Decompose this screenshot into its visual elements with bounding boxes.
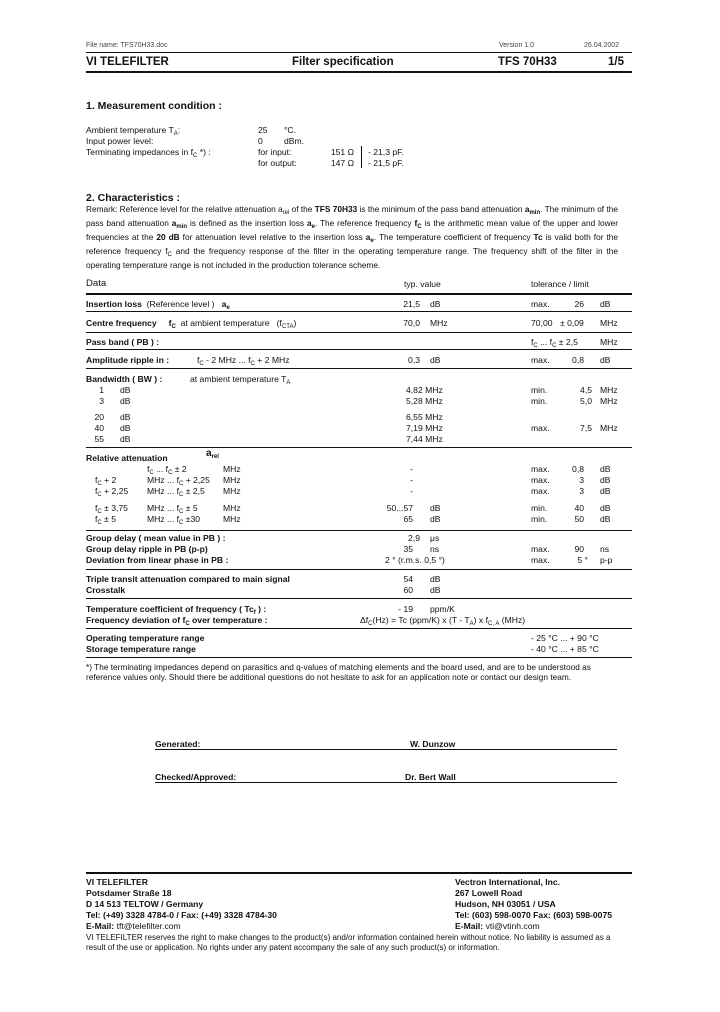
temp-coefficient-unit: ppm/K	[430, 604, 455, 614]
relative-attenuation-upper: MHz ... $f_C \pm 5$	[147, 503, 198, 515]
bandwidth-label: Bandwidth ( BW ) :	[86, 374, 163, 384]
insertion-loss-tol-type: max.	[531, 299, 550, 309]
ambient-label: Ambient temperature $T_A$:	[86, 125, 181, 137]
power-value: 0	[258, 136, 263, 146]
bandwidth-level: 40	[94, 423, 104, 433]
relative-attenuation-tol-unit: dB	[600, 475, 611, 485]
relative-attenuation-lower: $f_C + 2,25$	[95, 486, 129, 498]
operating-temp-value: - 25 °C ... + 90 °C	[531, 633, 599, 643]
bandwidth-tol-unit: MHz	[600, 385, 618, 395]
group-delay-ripple-tol-unit: ns	[600, 544, 610, 554]
insertion-loss-row: Insertion loss (Reference level ) $a_e$	[86, 299, 230, 311]
bandwidth-level-unit: dB	[120, 434, 131, 444]
bandwidth-tol-val: 5,0	[580, 396, 592, 406]
row-rule	[86, 311, 632, 312]
bandwidth-level: 20	[94, 412, 104, 422]
document-title: Filter specification	[292, 56, 394, 68]
temp-coefficient-typ: - 19	[398, 604, 413, 614]
ambient-unit: °C.	[284, 125, 297, 135]
right-email-link[interactable]: vti@vtinh.com	[485, 921, 540, 931]
relative-attenuation-typ: 65	[403, 514, 413, 524]
bandwidth-tol-type: min.	[531, 396, 548, 406]
linear-phase-tol-unit: p-p	[600, 555, 613, 565]
triple-transit-typ: 54	[403, 574, 413, 584]
relative-attenuation-typ: -	[410, 464, 413, 474]
relative-attenuation-freq-unit: MHz	[223, 464, 241, 474]
relative-attenuation-tol-type: max.	[531, 475, 550, 485]
bandwidth-tol-unit: MHz	[600, 396, 618, 406]
power-label: Input power level:	[86, 136, 154, 146]
bandwidth-tol-type: max.	[531, 423, 550, 433]
relative-attenuation-upper: MHz ... $f_C + 2,25$	[147, 475, 210, 487]
relative-attenuation-typ-unit: dB	[430, 514, 441, 524]
bandwidth-typ: 5,28 MHz	[406, 396, 443, 406]
relative-attenuation-typ: -	[410, 475, 413, 485]
linear-phase-tol-val: 5 °	[577, 555, 588, 565]
input-impedance: 151 Ω	[330, 147, 354, 157]
relative-attenuation-upper: $f_C$ ... $f_C \pm 2$	[147, 464, 187, 476]
row-rule	[86, 628, 632, 629]
pass-band-tol-unit: MHz	[600, 337, 618, 347]
relative-attenuation-typ-unit: dB	[430, 503, 441, 513]
relative-attenuation-tol-type: max.	[531, 486, 550, 496]
relative-attenuation-upper: MHz ... $f_C \pm 2,5$	[147, 486, 205, 498]
output-label: for output:	[258, 158, 297, 168]
relative-attenuation-freq-unit: MHz	[223, 503, 241, 513]
row-rule	[86, 332, 632, 333]
amplitude-ripple-typ: 0,3	[408, 355, 420, 365]
crosstalk-typ: 60	[403, 585, 413, 595]
remark-paragraph: Remark: Reference level for the relative attenuation $a_{rel}$ of the TFS 70H33 is the minimum of the pass band attenuation $a_{min}$. The minimum of the pass band attenuation $a_{min}$ is defined as the insertion loss $a_e$. The reference frequency $f_C$ is the arithmetic mean value of the upper and lower frequencies at the 20 dB for attenuation level relative to the insertion loss $a_e$. The temperature coefficient of frequency Tc is valid both for the reference frequency $f_C$ and the frequency response of the filter in the operating temperature range. The frequency shift of the filter in the operating temperature range is not included in the production tolerance scheme.	[86, 204, 618, 270]
row-rule	[86, 598, 632, 599]
pass-band-tolerance: $f_C$ ... $f_C \pm 2,5$	[531, 337, 578, 349]
operating-temp-label: Operating temperature range	[86, 633, 205, 643]
linear-phase-label: Deviation from linear phase in PB :	[86, 555, 229, 565]
linear-phase-typ: 2 ° (r.m.s. 0,5 °)	[385, 555, 445, 565]
relative-attenuation-tol-type: min.	[531, 514, 548, 524]
impedance-label: Terminating impedances in $f_C$ *) :	[86, 147, 211, 159]
crosstalk-label: Crosstalk	[86, 585, 126, 595]
group-delay-ripple-typ: 35	[403, 544, 413, 554]
centre-frequency-typ-unit: MHz	[430, 318, 448, 328]
linear-phase-tol-type: max.	[531, 555, 550, 565]
output-capacitance: - 21,5 pF.	[368, 158, 404, 168]
checked-name: Dr. Bert Wall	[405, 772, 456, 782]
relative-attenuation-symbol: $a_{rel}$	[206, 448, 219, 460]
bandwidth-typ: 7,19 MHz	[406, 423, 443, 433]
measurement-title: 1. Measurement condition :	[86, 100, 222, 112]
relative-attenuation-typ: 50...57	[386, 503, 413, 513]
relative-attenuation-lower: $f_C \pm 5$	[95, 514, 117, 526]
company-name: VI TELEFILTER	[86, 56, 169, 68]
left-email-link[interactable]: tft@telefilter.com	[116, 921, 181, 931]
relative-attenuation-lower: $f_C + 2$	[95, 475, 117, 487]
footnote: *) The terminating impedances depend on parasitics and q-values of matching elements and the board used, and are to be understood as reference values only. Should there be additional questions do not hesitate to ask for an application note or contact our design team.	[86, 662, 591, 682]
relative-attenuation-label: Relative attenuation	[86, 453, 168, 463]
storage-temp-label: Storage temperature range	[86, 644, 196, 654]
bandwidth-level-unit: dB	[120, 396, 131, 406]
bandwidth-tol-val: 4,5	[580, 385, 592, 395]
triple-transit-label: Triple transit attenuation compared to main signal	[86, 574, 290, 584]
crosstalk-unit: dB	[430, 585, 441, 595]
table-header-data: Data	[86, 278, 107, 289]
bandwidth-typ: 4,82 MHz	[406, 385, 443, 395]
centre-frequency-tol-val: 70,00	[531, 318, 553, 328]
storage-temp-value: - 40 °C ... + 85 °C	[531, 644, 599, 654]
checked-signature-line	[155, 782, 617, 783]
amplitude-ripple-tol-type: max.	[531, 355, 550, 365]
row-rule	[86, 530, 632, 531]
relative-attenuation-tol-unit: dB	[600, 514, 611, 524]
relative-attenuation-freq-unit: MHz	[223, 486, 241, 496]
group-delay-typ: 2,9	[408, 533, 420, 543]
row-rule	[86, 657, 632, 658]
amplitude-ripple-tol-val: 0,8	[572, 355, 584, 365]
triple-transit-unit: dB	[430, 574, 441, 584]
amplitude-ripple-range: $f_C - 2$ MHz ... $f_C + 2$ MHz	[197, 355, 290, 367]
footer-left-address: VI TELEFILTER Potsdamer Straße 18 D 14 513 TELTOW / Germany Tel: (+49) 3328 4784-0 / Fax: (+49) 3328 4784-30 E-Mail: tft@telefilter.com	[86, 877, 277, 931]
input-label: for input:	[258, 147, 292, 157]
impedance-separator	[361, 146, 362, 168]
ambient-value: 25	[258, 125, 268, 135]
header-rule-top	[86, 52, 632, 53]
insertion-loss-tol-unit: dB	[600, 299, 611, 309]
page-number: 1/5	[608, 56, 624, 68]
generated-label: Generated:	[155, 739, 201, 749]
table-header-typ: typ. value	[404, 279, 441, 289]
relative-attenuation-tol-val: 50	[574, 514, 584, 524]
bandwidth-level: 3	[99, 396, 104, 406]
table-rule	[86, 293, 632, 295]
relative-attenuation-freq-unit: MHz	[223, 475, 241, 485]
row-rule	[86, 447, 632, 448]
amplitude-ripple-label: Amplitude ripple in :	[86, 355, 170, 365]
footer-right-address: Vectron International, Inc. 267 Lowell Road Hudson, NH 03051 / USA Tel: (603) 598-0070 Fax: (603) 598-0075 E-Mail: vti@vtinh.com	[455, 877, 613, 931]
bandwidth-level: 1	[99, 385, 104, 395]
header-rule-bottom	[86, 71, 632, 73]
bandwidth-typ: 6,55 MHz	[406, 412, 443, 422]
input-capacitance: - 21,3 pF.	[368, 147, 404, 157]
power-unit: dBm.	[284, 136, 305, 146]
group-delay-ripple-label: Group delay ripple in PB (p-p)	[86, 544, 208, 554]
footer-disclaimer: VI TELEFILTER reserves the right to make changes to the product(s) and/or information contained herein without notice. No liability is assumed as a result of the use or application. No rights under any patent accompany the sale of any such product(s) or information.	[86, 933, 611, 952]
relative-attenuation-upper: MHz ... $f_C \pm 30$	[147, 514, 201, 526]
bandwidth-typ: 7,44 MHz	[406, 434, 443, 444]
group-delay-label: Group delay ( mean value in PB ) :	[86, 533, 226, 543]
row-rule	[86, 569, 632, 570]
relative-attenuation-tol-type: max.	[531, 464, 550, 474]
bandwidth-level-unit: dB	[120, 412, 131, 422]
relative-attenuation-tol-val: 40	[574, 503, 584, 513]
amplitude-ripple-typ-unit: dB	[430, 355, 441, 365]
output-impedance: 147 Ω	[330, 158, 354, 168]
date: 26.04.2002	[584, 42, 620, 49]
pass-band-label: Pass band ( PB ) :	[86, 337, 160, 347]
frequency-deviation-label: Frequency deviation of $f_C$ over temperature :	[86, 615, 268, 627]
generated-signature-line	[155, 749, 617, 750]
insertion-loss-typ-unit: dB	[430, 299, 441, 309]
temp-coefficient-label: Temperature coefficient of frequency ( $Tc_f$ ) :	[86, 604, 267, 616]
version: Version 1.0	[499, 42, 535, 49]
group-delay-unit: μs	[430, 533, 440, 543]
row-rule	[86, 368, 632, 369]
frequency-deviation-formula: $\Delta f_C(Hz) = Tc$ (ppm/K) x $(T - T_A)$ x $f_{C, A}$ (MHz)	[360, 615, 526, 627]
group-delay-ripple-tol-type: max.	[531, 544, 550, 554]
centre-frequency-typ: 70,0	[403, 318, 420, 328]
group-delay-ripple-unit: ns	[430, 544, 440, 554]
relative-attenuation-freq-unit: MHz	[223, 514, 241, 524]
relative-attenuation-tol-unit: dB	[600, 464, 611, 474]
group-delay-ripple-tol-val: 90	[574, 544, 584, 554]
checked-label: Checked/Approved:	[155, 772, 237, 782]
part-number: TFS 70H33	[498, 56, 557, 68]
generated-name: W. Dunzow	[410, 739, 456, 749]
bandwidth-condition: at ambient temperature $T_A$	[190, 374, 291, 386]
relative-attenuation-tol-unit: dB	[600, 486, 611, 496]
centre-frequency-row: Centre frequency $f_C$ at ambient temperature $(f_{CTA})$	[86, 318, 297, 330]
bandwidth-level-unit: dB	[120, 423, 131, 433]
footer-rule	[86, 872, 632, 874]
insertion-loss-tol-val: 26	[574, 299, 584, 309]
relative-attenuation-tol-val: 0,8	[572, 464, 584, 474]
characteristics-title: 2. Characteristics :	[86, 192, 180, 204]
insertion-loss-typ: 21,5	[403, 299, 420, 309]
bandwidth-level: 55	[94, 434, 104, 444]
bandwidth-level-unit: dB	[120, 385, 131, 395]
relative-attenuation-tol-val: 3	[579, 475, 584, 485]
row-rule	[86, 349, 632, 350]
amplitude-ripple-tol-unit: dB	[600, 355, 611, 365]
relative-attenuation-tol-unit: dB	[600, 503, 611, 513]
file-name: File name: TFS70H33.doc	[86, 42, 168, 49]
bandwidth-tol-val: 7,5	[580, 423, 592, 433]
relative-attenuation-lower: $f_C \pm 3,75$	[95, 503, 128, 515]
relative-attenuation-typ: -	[410, 486, 413, 496]
relative-attenuation-tol-val: 3	[579, 486, 584, 496]
bandwidth-tol-unit: MHz	[600, 423, 618, 433]
centre-frequency-tol-pm: ± 0,09	[560, 318, 584, 328]
centre-frequency-tol-unit: MHz	[600, 318, 618, 328]
table-header-tolerance: tolerance / limit	[531, 279, 589, 289]
relative-attenuation-tol-type: min.	[531, 503, 548, 513]
bandwidth-tol-type: min.	[531, 385, 548, 395]
